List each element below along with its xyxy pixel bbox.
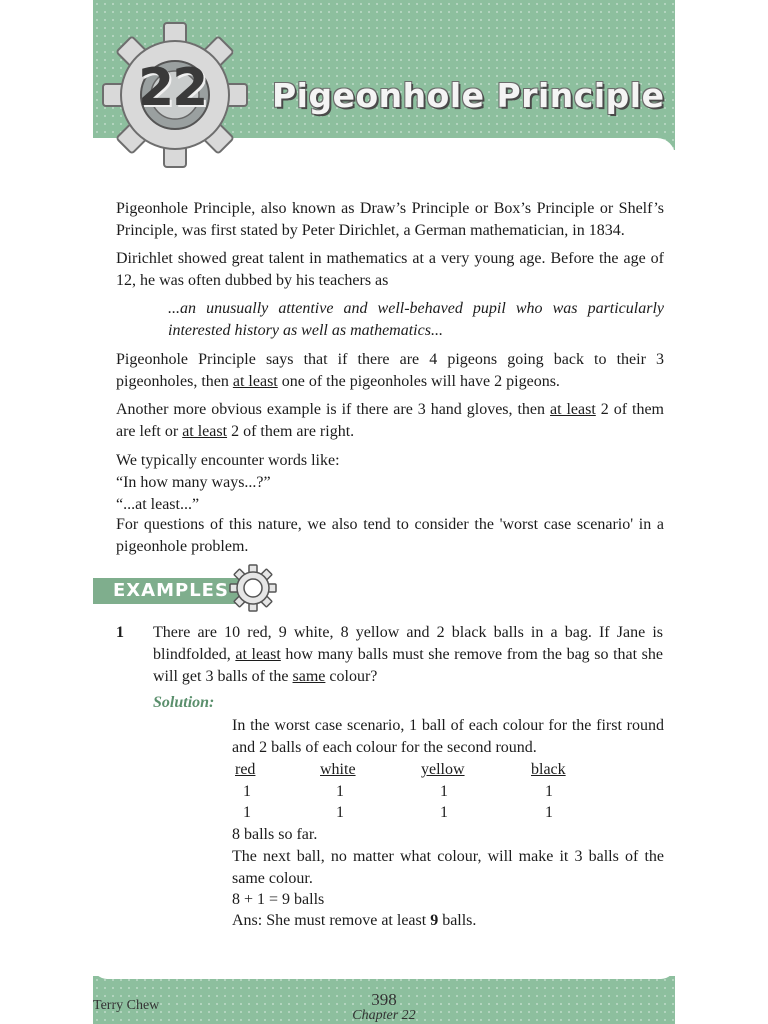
- intro-paragraph-1: Pigeonhole Principle, also known as Draw’s Principle or Box’s Principle or Shelf’s Principle, was first stated by Peter Dirichlet, a German mathematician, in 1834.: [116, 200, 664, 239]
- chapter-title: Pigeonhole Principle: [272, 76, 665, 115]
- solution-line-4: 8 + 1 = 9 balls: [232, 891, 325, 908]
- small-gear-icon: [228, 563, 278, 613]
- table-cell: 1: [440, 804, 448, 821]
- intro-paragraph-2: Dirichlet showed great talent in mathematics at a very young age. Before the age of 12, he was often dubbed by his teachers as: [116, 250, 664, 289]
- table-header-red: red: [235, 761, 256, 778]
- question-text: There are 10 red, 9 white, 8 yellow and 2 black balls in a bag. If Jane is blindfolded, at least how many balls must she remove from the bag so that she will get 3 balls of the same colour?: [153, 624, 663, 685]
- table-header-yellow: yellow: [421, 761, 465, 778]
- solution-line-3: The next ball, no matter what colour, will make it 3 balls of the same colour.: [232, 848, 664, 887]
- intro-paragraph-3: Pigeonhole Principle says that if there are 4 pigeons going back to their 3 pigeonholes, then at least one of the pigeonholes will have 2 pigeons.: [116, 351, 664, 390]
- teacher-quote: ...an unusually attentive and well-behaved pupil who was particularly interested history as well as mathematics...: [168, 300, 664, 339]
- intro-paragraph-5-line-4: For questions of this nature, we also tend to consider the 'worst case scenario' in a pigeonhole problem.: [116, 516, 664, 555]
- solution-label: Solution:: [153, 694, 215, 711]
- intro-paragraph-5-line-3: “...at least...”: [116, 496, 200, 513]
- table-cell: 1: [440, 783, 448, 800]
- footer-white-curve: [93, 955, 675, 979]
- footer-author: Terry Chew: [93, 998, 160, 1013]
- solution-answer: Ans: She must remove at least 9 balls.: [232, 912, 477, 929]
- solution-line-2: 8 balls so far.: [232, 826, 318, 843]
- examples-label: EXAMPLES: [113, 580, 229, 601]
- solution-line-1: In the worst case scenario, 1 ball of each colour for the first round and 2 balls of each colour for the second round.: [232, 717, 664, 756]
- intro-paragraph-5-line-1: We typically encounter words like:: [116, 452, 340, 469]
- footer-chapter: Chapter 22: [352, 1008, 416, 1023]
- intro-paragraph-5-line-2: “In how many ways...?”: [116, 474, 271, 491]
- table-cell: 1: [336, 783, 344, 800]
- table-cell: 1: [545, 804, 553, 821]
- table-cell: 1: [243, 804, 251, 821]
- table-cell: 1: [243, 783, 251, 800]
- table-header-white: white: [320, 761, 356, 778]
- chapter-number: 22: [138, 58, 207, 118]
- table-cell: 1: [336, 804, 344, 821]
- page-number: 398: [371, 990, 397, 1009]
- table-cell: 1: [545, 783, 553, 800]
- intro-paragraph-4: Another more obvious example is if there are 3 hand gloves, then at least 2 of them are left or at least 2 of them are right.: [116, 401, 664, 440]
- table-header-black: black: [531, 761, 566, 778]
- question-number: 1: [116, 624, 124, 641]
